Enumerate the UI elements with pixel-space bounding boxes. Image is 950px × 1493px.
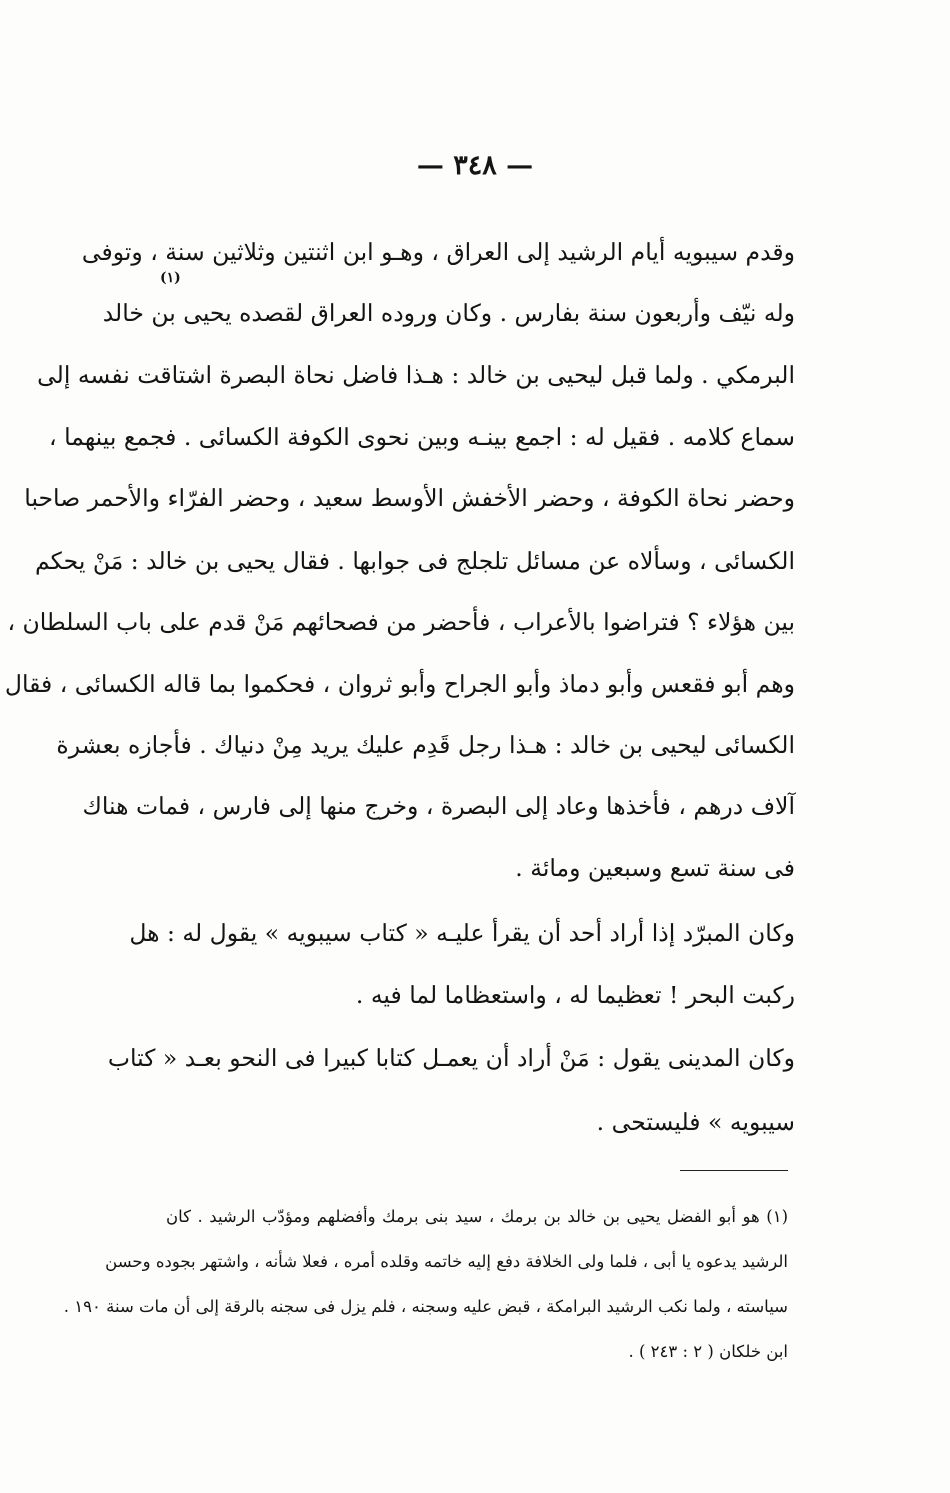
body-line-15: سيبويه » فليستحى . — [596, 1108, 795, 1136]
body-line-1: وقدم سيبويه أيام الرشيد إلى العراق ، وهـو ابن اثنتين وثلاثين سنة ، وتوفى — [81, 238, 795, 266]
footnote-reference-marker: (١) — [160, 270, 181, 286]
page-number: — ٣٤٨ — — [416, 150, 534, 181]
body-line-2: وله نيّف وأربعون سنة بفارس . وكان وروده العراق لقصده يحيى بن خالد — [102, 299, 795, 327]
footnote-line-4: ابن خلكان ( ٢ : ٢٤٣ ) . — [628, 1342, 788, 1361]
footnote-line-1: (١) هو أبو الفضل يحيى بن خالد بن برمك ، سيد بنى برمك وأفضلهم ومؤدّب الرشيد . كان — [166, 1207, 788, 1226]
footnote-line-2: الرشيد يدعوه يا أبى ، فلما ولى الخلافة دفع إليه خاتمه وقلده أمره ، فعلا شأنه ، واشتهر بجوده وحسن — [105, 1252, 788, 1271]
body-line-7: بين هؤلاء ؟ فتراضوا بالأعراب ، فأحضر من فصحائهم مَنْ قدم على باب السلطان ، — [7, 608, 795, 636]
body-line-4: سماع كلامه . فقيل له : اجمع بينـه وبين نحوى الكوفة الكسائى . فجمع بينهما ، — [49, 423, 795, 451]
body-line-13: ركبت البحر ! تعظيما له ، واستعظاما لما فيه . — [355, 981, 795, 1009]
body-line-14: وكان المدينى يقول : مَنْ أراد أن يعمـل كتابا كبيرا فى النحو بعـد « كتاب — [107, 1044, 795, 1072]
body-line-5: وحضر نحاة الكوفة ، وحضر الأخفش الأوسط سعيد ، وحضر الفرّاء والأحمر صاحبا — [24, 484, 795, 512]
footnote-line-3: سياسته ، ولما نكب الرشيد البرامكة ، قبض عليه وسجنه ، فلم يزل فى سجنه بالرقة إلى أن مات سنة ١٩٠ . — [63, 1297, 788, 1316]
body-line-10: آلاف درهم ، فأخذها وعاد إلى البصرة ، وخرج منها إلى فارس ، فمات هناك — [82, 792, 795, 820]
body-line-6: الكسائى ، وسألاه عن مسائل تلجلج فى جوابها . فقال يحيى بن خالد : مَنْ يحكم — [35, 547, 795, 575]
body-line-3: البرمكي . ولما قبل ليحيى بن خالد : هـذا فاضل نحاة البصرة اشتاقت نفسه إلى — [37, 361, 795, 389]
footnote-separator — [680, 1170, 788, 1171]
body-line-11: فى سنة تسع وسبعين ومائة . — [515, 854, 795, 882]
body-line-8: وهم أبو فقعس وأبو دماذ وأبو الجراح وأبو ثروان ، فحكموا بما قاله الكسائى ، فقال — [4, 670, 795, 698]
body-line-9: الكسائى ليحيى بن خالد : هـذا رجل قَدِم عليك يريد مِنْ دنياك . فأجازه بعشرة — [56, 731, 795, 759]
body-line-12: وكان المبرّد إذا أراد أحد أن يقرأ عليـه « كتاب سيبويه » يقول له : هل — [129, 919, 795, 947]
